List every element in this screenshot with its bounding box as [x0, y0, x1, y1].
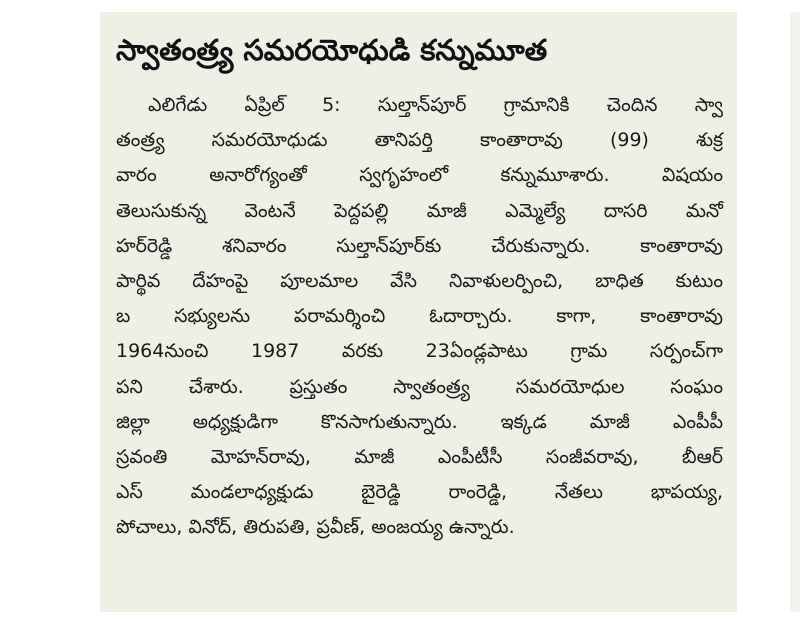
article-line: జిల్లా అధ్యక్షుడిగా కొనసాగుతున్నారు. ఇక్కడ మాజీ ఎంపీపీ	[116, 410, 723, 433]
page-edge	[790, 12, 800, 612]
article-line: తెలుసుకున్న వెంటనే పెద్దపల్లి మాజీ ఎమ్మెల్యే దాసరి మనో	[116, 199, 723, 222]
article-line: పని చేశారు. ప్రస్తుతం స్వాతంత్ర్య సమరయోధుల సంఘం	[116, 375, 723, 398]
article-line: 1964నుంచి 1987 వరకు 23ఏండ్లపాటు గ్రామ సర్పంచ్‌గా	[116, 340, 723, 363]
article-line: తంత్ర్య సమరయోధుడు తానిపర్తి కాంతారావు (99) శుక్ర	[116, 129, 723, 152]
article-line: పార్థివ దేహంపై పూలమాల వేసి నివాళులర్పించి, బాధిత కుటుం	[116, 270, 723, 293]
article-line: పోచాలు, వినోద్, తిరుపతి, ప్రవీణ్, అంజయ్య ఉన్నారు.	[116, 516, 515, 539]
article-line: స్రవంతి మోహన్‌రావు, మాజీ ఎంపీటీసీ సంజీవరావు, బీఆర్	[116, 446, 723, 469]
article-line: హర్‌రెడ్డి శనివారం సుల్తాన్‌పూర్‌కు చేరుకున్నారు. కాంతారావు	[116, 234, 723, 257]
article-line: బ సభ్యులను పరామర్శించి ఓదార్చారు. కాగా, కాంతారావు	[116, 305, 723, 328]
article-line: వారం అనారోగ్యంతో స్వగృహంలో కన్నుమూశారు. విషయం	[116, 164, 723, 187]
article-body	[116, 88, 723, 546]
news-clipping	[100, 12, 737, 612]
article-line: ఎస్ మండలాధ్యక్షుడు బైరెడ్డి రాంరెడ్డి, నేతలు భాపయ్య,	[116, 481, 723, 504]
article-headline: స్వాతంత్ర్య సమరయోధుడి కన్నుమూత	[116, 33, 548, 67]
article-line: ఎలిగేడు ఏప్రిల్ 5: సుల్తాన్‌పూర్ గ్రామానికి చెందిన స్వా	[148, 94, 723, 116]
